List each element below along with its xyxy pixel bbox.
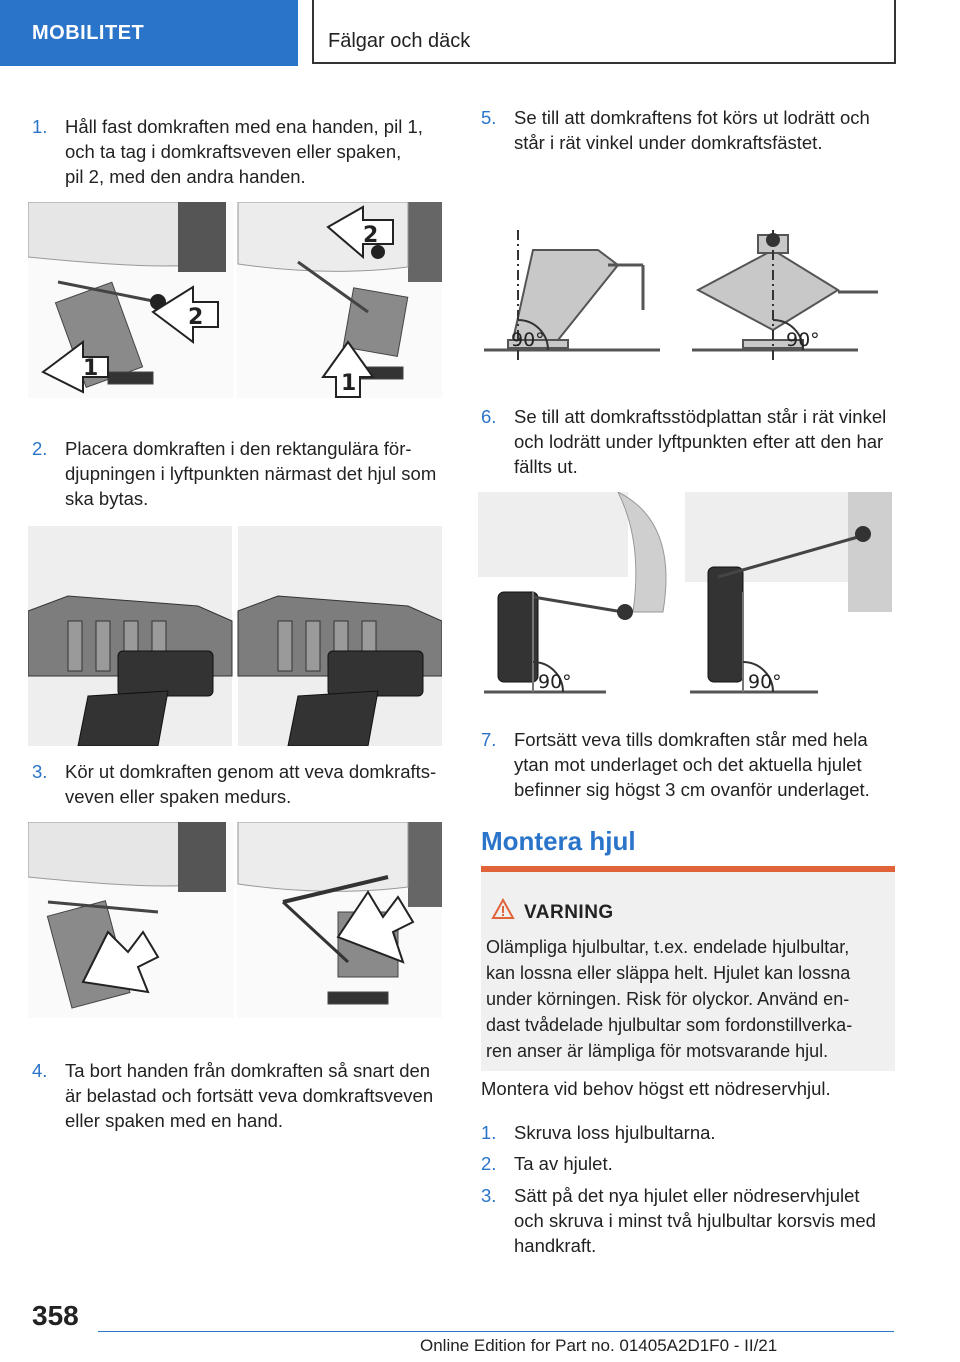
arrow-label-1b: 1 (341, 371, 357, 396)
step-text-line: Ta bort handen från domkraften så snart den (65, 1060, 431, 1081)
step-text-line: Fortsätt veva tills domkraften står med hela (514, 729, 868, 750)
step-number: 5. (481, 107, 497, 128)
step-number: 1. (32, 116, 48, 137)
warning-line: dast tvådelade hjulbultar som fordonstillverka‐ (486, 1015, 853, 1035)
footer-edition: Online Edition for Part no. 01405A2D1F0 - II/21 (420, 1336, 778, 1355)
step-text-line: fällts ut. (514, 456, 578, 477)
figure-jack-foot-angle (478, 210, 892, 370)
jack-plate-angle-illustration (478, 492, 892, 696)
jack-placement-illustration (28, 526, 442, 746)
step-text-line: är belastad och fortsätt veva domkraftsveven (65, 1085, 434, 1106)
step-text-line: Skruva loss hjulbultarna. (514, 1122, 716, 1143)
warning-triangle-icon (491, 898, 515, 920)
warning-line: Olämpliga hjulbultar, t.ex. endelade hjulbultar, (486, 937, 850, 957)
section-heading: Montera hjul (481, 826, 636, 856)
angle-label: 90° (538, 671, 572, 693)
step-text-line: handkraft. (514, 1235, 597, 1256)
step-number: 1. (481, 1122, 497, 1143)
warning-line: kan lossna eller släppa helt. Hjulet kan lossna (486, 963, 851, 983)
step-number: 6. (481, 406, 497, 427)
step-number: 3. (481, 1185, 497, 1206)
step-text-line: Ta av hjulet. (514, 1153, 613, 1174)
figure-jack-hold (28, 202, 442, 398)
step-text-line: Håll fast domkraften med ena handen, pil 1, (65, 116, 423, 137)
figure-jack-plate-angle (478, 492, 892, 696)
step-text-line: ska bytas. (65, 488, 149, 509)
step-text-line: veven eller spaken medurs. (65, 786, 292, 807)
jack-hold-illustration (28, 202, 442, 398)
jack-foot-angle-illustration (478, 210, 892, 370)
step-text-line: ytan mot underlaget och det aktuella hjulet (514, 754, 862, 775)
step-text-line: befinner sig högst 3 cm ovanför underlaget. (514, 779, 870, 800)
intro-paragraph: Montera vid behov högst ett nödreservhjul. (481, 1078, 831, 1099)
section-tab (0, 0, 298, 66)
step-text-line: eller spaken med en hand. (65, 1110, 284, 1131)
warning-line: ren anser är lämpliga för motsvarande hjul. (486, 1041, 829, 1061)
step-text-line: Placera domkraften i den rektangulära för‐ (65, 438, 412, 459)
step-text-line: står i rät vinkel under domkraftsfästet. (514, 132, 823, 153)
step-number: 7. (481, 729, 497, 750)
warning-box (481, 866, 895, 1071)
step-number: 2. (32, 438, 48, 459)
page-number: 358 (32, 1300, 79, 1331)
arrow-label-2: 2 (188, 305, 204, 330)
warning-title: VARNING (524, 902, 614, 923)
step-number: 4. (32, 1060, 48, 1081)
section-label: MOBILITET (32, 21, 145, 44)
chapter-header (312, 0, 896, 64)
step-text-line: djupningen i lyftpunkten närmast det hjul som (65, 463, 437, 484)
chapter-title: Fälgar och däck (328, 30, 471, 52)
jack-crank-illustration (28, 822, 442, 1018)
angle-label: 90° (786, 329, 820, 351)
step-text-line: pil 2, med den andra handen. (65, 166, 306, 187)
figure-jack-placement (28, 526, 442, 746)
step-text-line: Se till att domkraftens fot körs ut lodrätt och (514, 107, 870, 128)
warning-line: under körningen. Risk för olyckor. Använd en‐ (486, 989, 850, 1009)
step-text-line: och skruva i minst två hjulbultar korsvis med (514, 1210, 876, 1231)
angle-label: 90° (511, 329, 545, 351)
step-number: 2. (481, 1153, 497, 1174)
footer-divider (98, 1331, 894, 1332)
step-number: 3. (32, 761, 48, 782)
arrow-label-1: 1 (83, 356, 99, 381)
step-text-line: Kör ut domkraften genom att veva domkrafts‐ (65, 761, 437, 782)
step-text-line: och ta tag i domkraftsveven eller spaken, (65, 141, 402, 162)
angle-label: 90° (748, 671, 782, 693)
step-text-line: Se till att domkraftsstödplattan står i rät vinkel (514, 406, 887, 427)
step-text-line: och lodrätt under lyftpunkten efter att den har (514, 431, 884, 452)
figure-jack-crank (28, 822, 442, 1018)
arrow-label-2b: 2 (363, 223, 379, 248)
step-text-line: Sätt på det nya hjulet eller nödreservhjulet (514, 1185, 860, 1206)
